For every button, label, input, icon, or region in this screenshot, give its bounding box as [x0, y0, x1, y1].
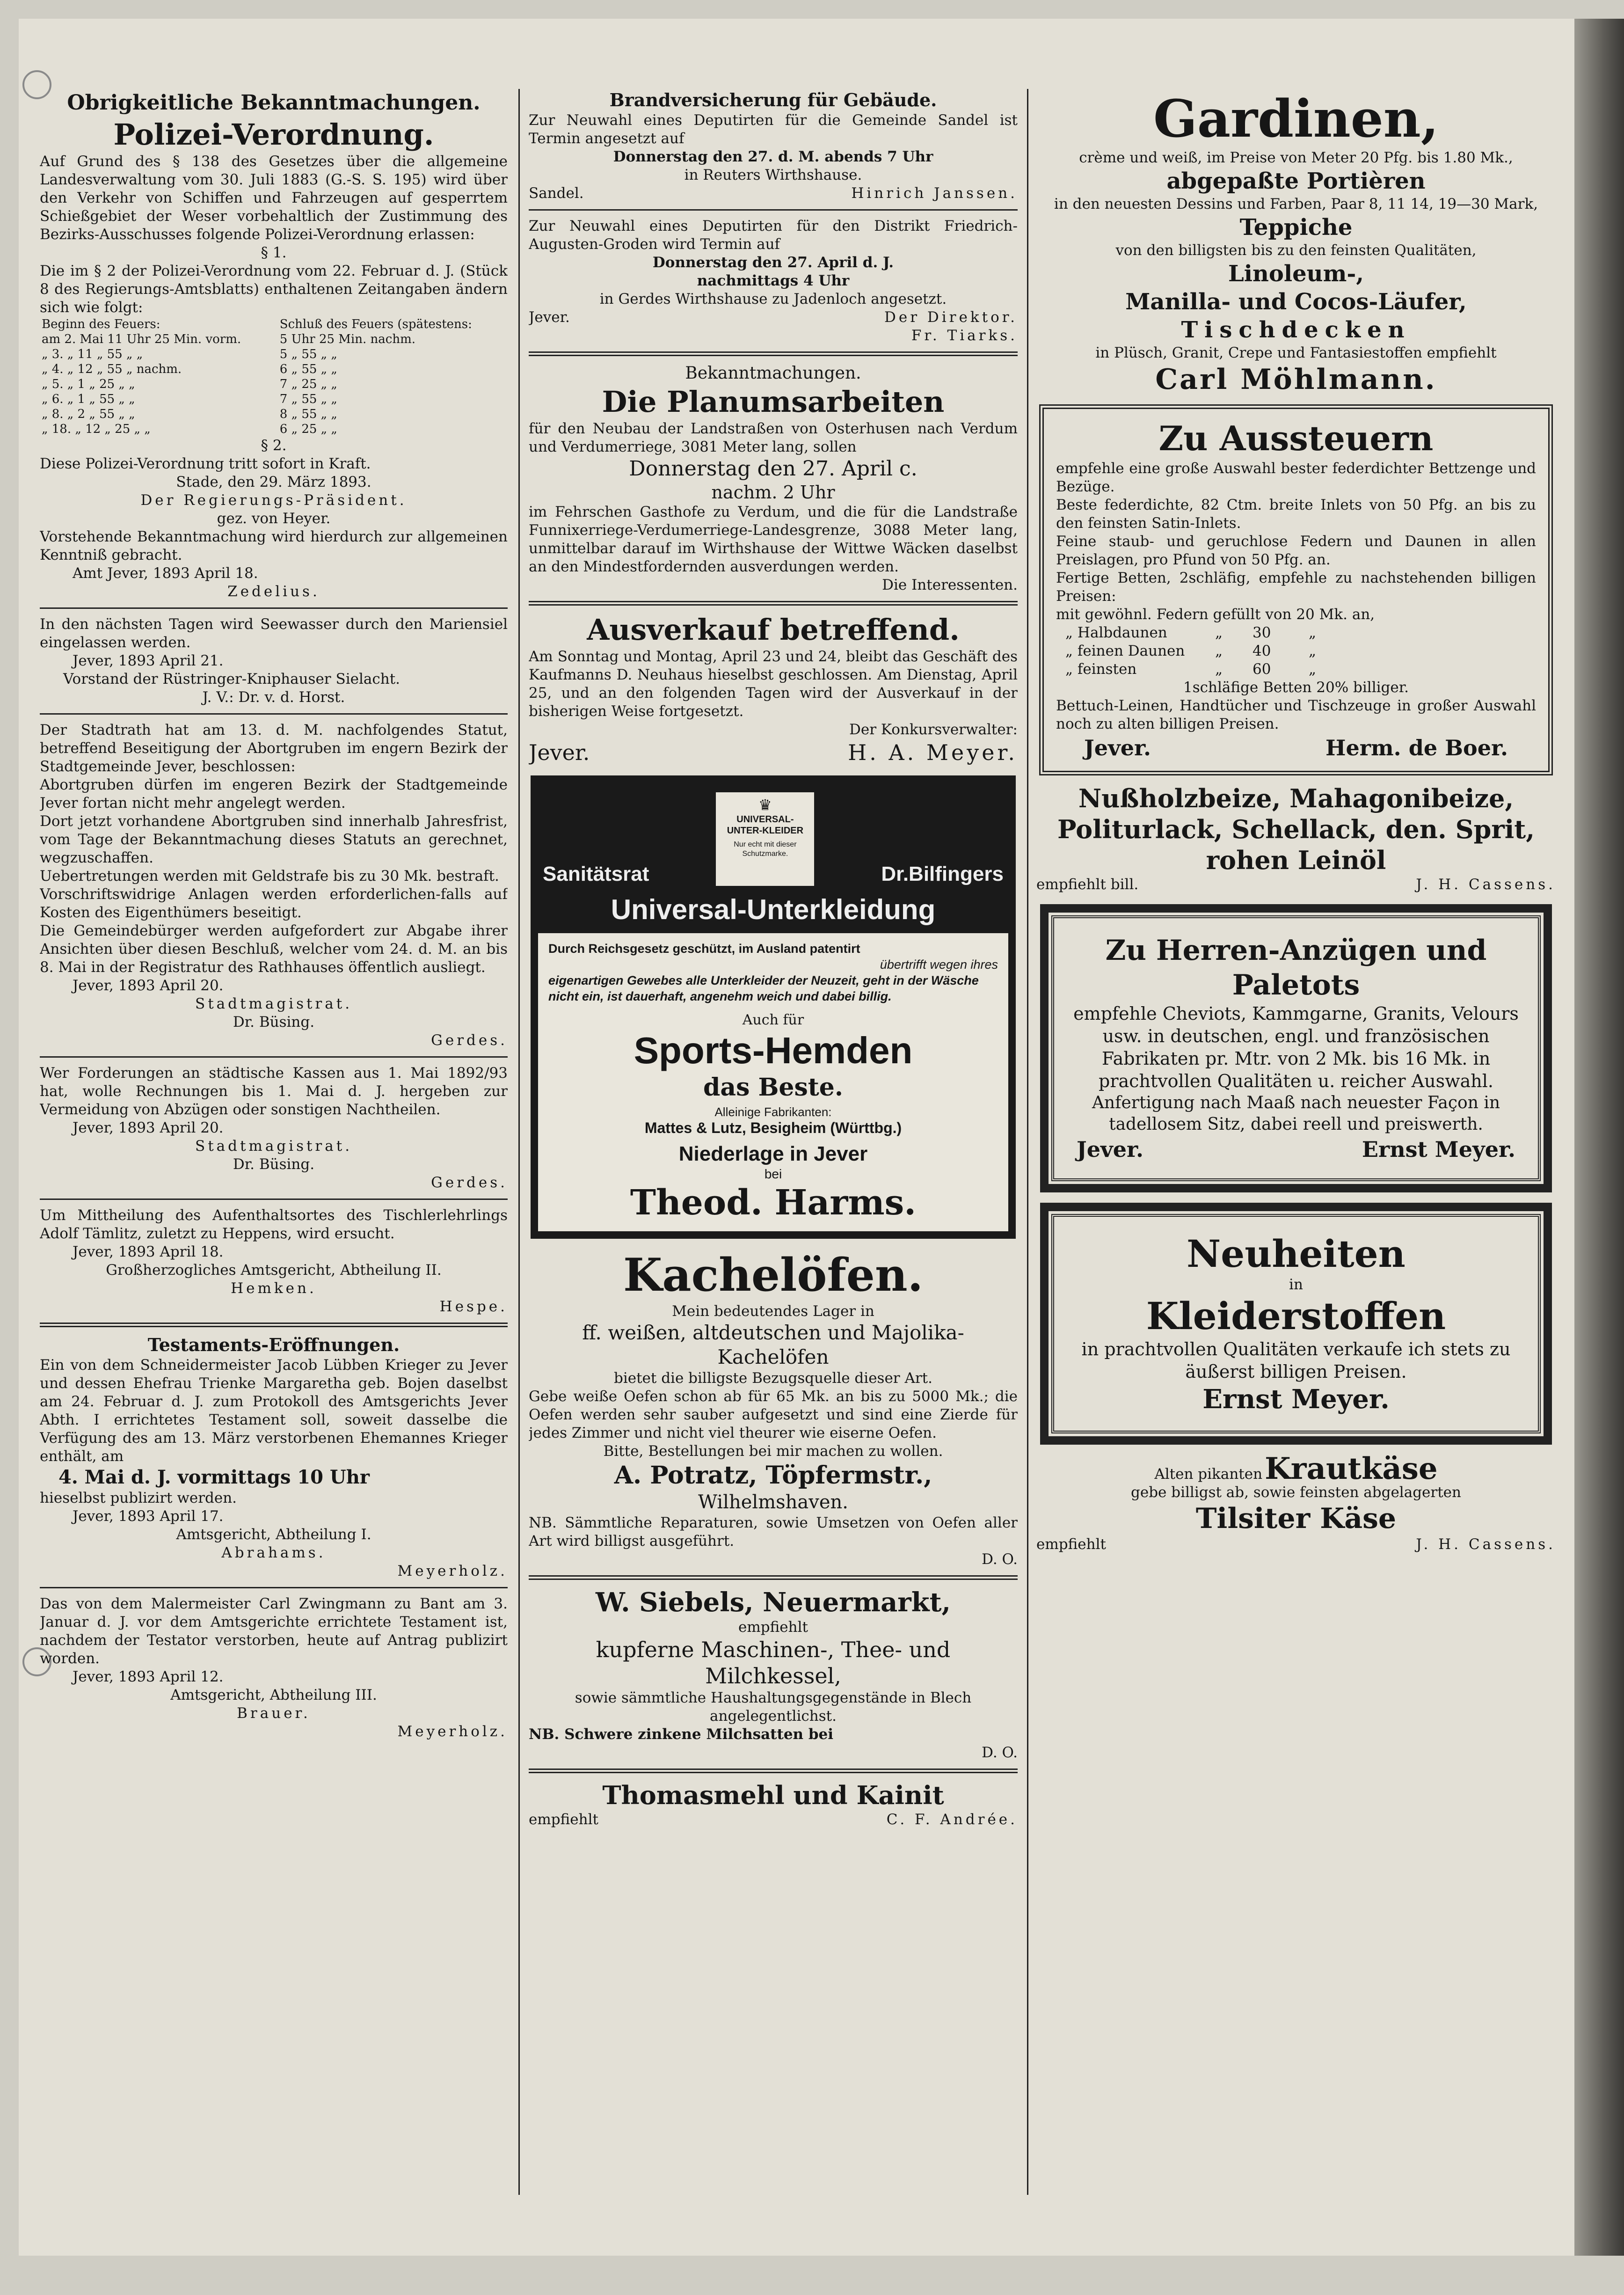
table-cell: „ 3. „ 11 „ 55 „ „ — [42, 347, 143, 361]
ad-line: in — [1289, 1276, 1303, 1293]
newspaper-page — [19, 19, 1574, 2256]
separator — [40, 607, 508, 609]
trademark-text: UNIVERSAL-UNTER-KLEIDER — [727, 814, 804, 836]
notice-signature: Meyerholz. — [397, 1723, 508, 1740]
signature-row — [1036, 1535, 1556, 1554]
ad-line: empfiehlt — [738, 1619, 808, 1636]
price-cell: „ feinsten — [1065, 661, 1137, 678]
ad-line: empfehle Cheviots, Kammgarne, Granits, Velours usw. in deutschen, engl. und französischen Fabrikaten pr. Mtr. von 2 Mk. bis 16 Mk. in prachtvollen Qualitäten u. reicher Auswahl. — [1073, 1003, 1519, 1091]
notice-place: Jever. — [1077, 1137, 1144, 1162]
price-cell: „ — [1215, 661, 1223, 678]
ad-headline: Neuheiten — [1187, 1232, 1406, 1276]
notice-signature: C. F. Andrée. — [886, 1811, 1018, 1828]
notice-date-highlight: Donnerstag den 27. April c. — [629, 457, 918, 481]
signature-row — [529, 739, 1018, 766]
ad-name: Carl Möhlmann. — [1155, 363, 1437, 396]
ad-line: gebe billigst ab, sowie feinsten abgelagerten — [1131, 1484, 1461, 1501]
table-row — [40, 377, 508, 392]
polizei-p2-text: Diese Polizei-Verordnung tritt sofort in Kraft. — [40, 455, 371, 472]
price-cell: „ Halbdaunen — [1065, 624, 1167, 641]
notice-text: Zur Neuwahl eines Deputirten für den Distrikt Friedrich-Augusten-Groden wird Termin auf — [529, 218, 1018, 253]
notice-date: Jever, 1893 April 18. — [73, 1243, 224, 1260]
notice-text: Zur Neuwahl eines Deputirten für die Gemeinde Sandel ist Termin angesetzt auf — [529, 112, 1018, 147]
notice-date-highlight: Donnerstag den 27. April d. J. — [652, 254, 894, 271]
ad-line: Bitte, Bestellungen bei mir machen zu wollen. — [603, 1443, 943, 1460]
ad-line: empfehle eine große Auswahl bester federdichter Bettzenge und Bezüge. — [1056, 460, 1536, 495]
table-cell: 6 „ 25 „ „ — [279, 422, 337, 436]
notice-signature: Abrahams. — [221, 1544, 326, 1561]
notice-signature: J. H. Cassens. — [1416, 876, 1556, 893]
section-header: Bekanntmachungen. — [685, 364, 861, 383]
ad-line: bei — [764, 1167, 782, 1181]
ad-line: empfiehlt bill. — [1036, 876, 1139, 893]
notice-date-highlight: nachm. 2 Uhr — [711, 482, 835, 503]
notice-signature: Zedelius. — [227, 583, 320, 600]
notice-date-highlight: 4. Mai d. J. vormittags 10 Uhr — [58, 1466, 370, 1488]
table-cell: 5 Uhr 25 Min. nachm. — [279, 332, 415, 346]
brand-title: Brandversicherung für Gebäude. — [609, 89, 937, 110]
ad-line: sowie sämmtliche Haushaltungsgegenstände in Blech angelegentlichst. — [575, 1689, 972, 1725]
table-row — [40, 407, 508, 422]
notice-signature: Gerdes. — [431, 1032, 508, 1049]
price-cell: 30 — [1253, 624, 1271, 641]
notice-signature: Hemken. — [231, 1280, 317, 1297]
notice-text: Vorstehende Bekanntmachung wird hierdurch zur allgemeinen Kenntniß gebracht. — [40, 528, 508, 563]
price-list — [1056, 624, 1536, 679]
table-cell: „ 18. „ 12 „ 25 „ „ — [42, 422, 151, 436]
price-cell: 40 — [1253, 643, 1271, 659]
table-row — [40, 392, 508, 407]
notice-place: Sandel. — [529, 185, 584, 202]
separator — [40, 713, 508, 715]
column-advertisements — [1036, 89, 1556, 2195]
ad-line: empfiehlt — [1036, 1536, 1106, 1553]
notice-text: In den nächsten Tagen wird Seewasser durch den Mariensiel eingelassen werden. — [40, 616, 508, 651]
ad-headline: Krautkäse — [1265, 1451, 1438, 1486]
notice-signature: Dr. Büsing. — [233, 1014, 315, 1031]
ad-line: 1schläfige Betten 20% billiger. — [1183, 679, 1409, 696]
notice-signature: Die Interessenten. — [882, 577, 1018, 593]
separator — [529, 601, 1018, 606]
aussteuer-box — [1039, 404, 1553, 775]
notice-text: Das von dem Malermeister Carl Zwingmann zu Bant am 3. Januar d. J. vor dem Amtsgerichte errichtete Testament ist, nachdem der Testator verstorben, heute auf Antrag publizirt worden. — [40, 1595, 508, 1667]
ad-line: Feine staub- und geruchlose Federn und Daunen in allen Preislagen, pro Pfund von 50 Pfg. an. — [1056, 533, 1536, 568]
table-cell: „ 8. „ 2 „ 55 „ „ — [42, 407, 135, 421]
table-row — [40, 347, 508, 362]
table-cell: 5 „ 55 „ „ — [279, 347, 337, 361]
ad-name: A. Potratz, Töpfermstr., — [614, 1461, 932, 1490]
notice-signature: Ernst Meyer. — [1202, 1384, 1390, 1415]
ad-line: NB. Sämmtliche Reparaturen, sowie Umsetzen von Oefen aller Art wird billigst ausgeführt. — [529, 1514, 1018, 1549]
notice-date: Amt Jever, 1893 April 18. — [73, 565, 258, 582]
notice-date: Jever, 1893 April 17. — [73, 1508, 224, 1525]
notice-date: Jever, 1893 April 20. — [73, 977, 224, 994]
column-rule — [518, 89, 520, 2195]
table-cell: „ 4. „ 12 „ 55 „ nachm. — [42, 362, 182, 376]
polizei-title: Polizei-Verordnung. — [113, 117, 434, 152]
table-header: Schluß des Feuers (spätestens: — [279, 317, 472, 331]
thomas-title: Thomasmehl und Kainit — [602, 1780, 944, 1810]
notice-signature: Gerdes. — [431, 1174, 508, 1191]
ad-headline: Manilla- und Cocos-Läufer, — [1125, 289, 1467, 315]
notice-date: Jever, 1893 April 21. — [73, 652, 224, 669]
ad-line: in prachtvollen Qualitäten verkaufe ich stets zu äußerst billigen Preisen. — [1081, 1339, 1511, 1382]
price-cell: „ feinen Daunen — [1065, 643, 1185, 659]
ad-headline: Tischdecken — [1181, 317, 1411, 343]
separator — [40, 1587, 508, 1588]
firing-times-table — [40, 317, 508, 437]
siebels-title: W. Siebels, Neuermarkt, — [596, 1587, 951, 1618]
herren-box — [1040, 904, 1552, 1192]
notice-signature: D. O. — [982, 1551, 1018, 1568]
separator — [529, 351, 1018, 356]
ad-line: Alten pikanten — [1154, 1466, 1263, 1483]
notice-date: Jever, 1893 April 12. — [73, 1668, 224, 1685]
ad-line: übertrifft wegen ihres — [880, 957, 998, 972]
ad-line: Niederlage in Jever — [678, 1142, 868, 1165]
notice-text: im Fehrschen Gasthofe zu Verdum, und die für die Landstraße Funnixerriege-Verdumerriege-Landesgrenze, 3088 Meter lang, unmittelbar darauf im Wirthshause der Wittwe Wäcken daselbst an den Mindestfordernden ausverdungen werden. — [529, 504, 1018, 575]
price-cell: 60 — [1253, 661, 1271, 678]
notice-signature: Hespe. — [439, 1298, 508, 1315]
price-cell: „ — [1215, 624, 1223, 641]
polizei-intro: Auf Grund des § 138 des Gesetzes über die allgemeine Landesverwaltung vom 30. Juli 1883 (G.-S. S. 195) wird über den Verkehr von Schiffen und Fahrzeugen auf gesperrtem Schießgebiet der Weser vorbehaltlich der Zustimmung des Bezirks-Ausschusses folgende Polizei-Verordnung erlassen: — [40, 153, 508, 243]
notice-text: Am Sonntag und Montag, April 23 und 24, bleibt das Geschäft des Kaufmanns D. Neuhaus hieselbst geschlossen. Am Dienstag, April 25, und an den folgenden Tagen wird der Ausverkauf in der bisherigen Weise fortgesetzt. — [529, 648, 1018, 720]
ad-headline: das Beste. — [703, 1073, 843, 1102]
section-header: Obrigkeitliche Bekanntmachungen. — [67, 91, 481, 115]
table-row — [40, 332, 508, 347]
separator — [40, 1056, 508, 1058]
notice-place: Jever. — [529, 740, 590, 765]
ad-line: Durch Reichsgesetz geschützt, im Ausland patentirt — [548, 942, 860, 956]
notice-signature: J. H. Cassens. — [1416, 1536, 1556, 1553]
notice-signature: Hinrich Janssen. — [851, 185, 1018, 202]
ad-headline: Zu Aussteuern — [1158, 418, 1434, 458]
notice-signature: Der Regierungs-Präsident. — [140, 492, 407, 509]
column-notices-ads — [529, 89, 1018, 2195]
notice-date-highlight: Donnerstag den 27. d. M. abends 7 Uhr — [613, 148, 933, 165]
page-binding-edge — [1574, 19, 1624, 2256]
ad-line: Mattes & Lutz, Besigheim (Württbg.) — [644, 1119, 902, 1136]
separator — [40, 1323, 508, 1327]
notice-text: hieselbst publizirt werden. — [40, 1490, 237, 1506]
kraut-heading — [1036, 1451, 1556, 1486]
notice-text: Wer Forderungen an städtische Kassen aus 1. Mai 1892/93 hat, wolle Rechnungen bis 1. Mai d. J. hergeben zur Vermeidung von Abzügen oder sonstigen Nachtheilen. — [40, 1065, 508, 1118]
ad-line: Anfertigung nach Maaß nach neuester Façon in tadellosem Sitz, dabei reell und preiswerth. — [1092, 1093, 1500, 1134]
notice-signature: Brauer. — [237, 1705, 311, 1722]
ad-headline: Sports-Hemden — [634, 1030, 913, 1071]
notice-signature: Meyerholz. — [397, 1563, 508, 1579]
notice-signature: Der Direktor. — [884, 309, 1018, 326]
signature-row — [1056, 733, 1536, 762]
notice-text: Um Mittheilung des Aufenthaltsortes des Tischlerlehrlings Adolf Tämlitz, zuletzt zu Heppens, wird ersucht. — [40, 1207, 508, 1242]
ad-line: mit gewöhnl. Federn gefüllt von 20 Mk. an, — [1056, 606, 1375, 623]
notice-signature: Amtsgericht, Abtheilung I. — [176, 1526, 371, 1543]
table-row — [40, 362, 508, 377]
table-cell: 7 „ 25 „ „ — [279, 377, 337, 391]
paragraph-heading: § 1. — [261, 244, 287, 261]
ausverkauf-title: Ausverkauf betreffend. — [587, 613, 960, 647]
signature-row — [1067, 1135, 1525, 1163]
ad-line: eigenartigen Gewebes alle Unterkleider der Neuzeit, geht in der Wäsche nicht ein, ist dauerhaft, angenehm weich und dabei billig. — [548, 973, 979, 1003]
gardinen-title: Gardinen, — [1153, 89, 1439, 149]
notice-signature: gez. von Heyer. — [217, 510, 331, 527]
separator — [529, 1575, 1018, 1580]
ad-line: in den neuesten Dessins und Farben, Paar 8, 11 14, 19—30 Mark, — [1054, 196, 1538, 212]
ad-headline: Tilsiter Käse — [1195, 1502, 1397, 1535]
ad-line: bietet die billigste Bezugsquelle dieser Art. — [613, 1370, 932, 1387]
ad-line: Gebe weiße Oefen schon ab für 65 Mk. an bis zu 5000 Mk.; die Oefen werden sehr sauber aufgesetzt und sind eine Zierde für jedes Zimmer und nicht viel theurer wie eiserne Oefen. — [529, 1388, 1018, 1441]
neuheiten-box — [1040, 1203, 1552, 1445]
column-official-notices — [40, 89, 508, 2195]
ad-headline: abgepaßte Portièren — [1166, 168, 1426, 194]
testament-title: Testaments-Eröffnungen. — [147, 1334, 400, 1355]
ad-line: Alleinige Fabrikanten: — [714, 1105, 832, 1119]
ad-line: Bettuch-Leinen, Handtücher und Tischzeuge in großer Auswahl noch zu alten billigen Preisen. — [1056, 697, 1536, 732]
signature-row — [1036, 876, 1556, 894]
ad-line: in Plüsch, Granit, Crepe und Fantasiestoffen empfiehlt — [1095, 344, 1497, 361]
ad-body — [538, 933, 1008, 1231]
ad-headline: Theod. Harms. — [630, 1183, 917, 1223]
notice-text: in Gerdes Wirthshause zu Jadenloch angesetzt. — [599, 291, 947, 307]
ad-headline: Zu Herren-Anzügen und Paletots — [1105, 934, 1487, 1001]
ad-line: ff. weißen, altdeutschen und Majolika-Kachelöfen — [582, 1321, 964, 1368]
separator — [529, 1769, 1018, 1773]
ad-line: Fertige Betten, 2schläfig, empfehle zu nachstehenden billigen Preisen: — [1056, 570, 1536, 605]
ad-line: crème und weiß, im Preise von Meter 20 Pfg. bis 1.80 Mk., — [1079, 149, 1513, 166]
table-cell: am 2. Mai 11 Uhr 25 Min. vorm. — [42, 332, 241, 346]
notice-signature: Fr. Tiarks. — [911, 327, 1018, 344]
ad-line: kupferne Maschinen-, Thee- und Milchkessel, — [596, 1637, 951, 1688]
notice-text: Die Gemeindebürger werden aufgefordert zur Abgabe ihrer Ansichten über diesen Beschluß, welcher vom 24. d. M. an bis 8. Mai in der Registratur des Rathhauses öffentlich ausliegt. — [40, 922, 508, 976]
ad-right-title: Dr.Bilfingers — [881, 862, 1004, 885]
ad-line: Beste federdichte, 82 Ctm. breite Inlets von 50 Pfg. an bis zu den feinsten Satin-Inlets. — [1056, 497, 1536, 532]
ad-headline: Kleiderstoffen — [1146, 1294, 1446, 1338]
notice-signature: Stadtmagistrat. — [195, 1138, 353, 1155]
table-cell: 8 „ 55 „ „ — [279, 407, 337, 421]
separator — [529, 209, 1018, 211]
planum-title: Die Planumsarbeiten — [602, 385, 945, 419]
notice-signature: Amtsgericht, Abtheilung III. — [170, 1687, 377, 1703]
ad-line: Mein bedeutendes Lager in — [672, 1303, 874, 1320]
notice-text: in Reuters Wirthshause. — [684, 167, 862, 183]
notice-signature: H. A. Meyer. — [848, 740, 1018, 765]
paragraph-heading: § 2. — [261, 437, 287, 454]
table-cell: „ 5. „ 1 „ 25 „ „ — [42, 377, 135, 391]
ad-line: NB. Schwere zinkene Milchsatten bei — [529, 1726, 834, 1743]
price-cell: „ — [1309, 661, 1317, 678]
notice-text: Uebertretungen werden mit Geldstrafe bis zu 30 Mk. bestraft. — [40, 868, 499, 884]
ad-headline: Linoleum-, — [1228, 261, 1364, 287]
ad-line: Wilhelmshaven. — [698, 1491, 849, 1513]
trademark-label — [716, 792, 814, 886]
notice-date: Stade, den 29. März 1893. — [176, 474, 371, 490]
table-row — [40, 422, 508, 437]
notice-signature: Herm. de Boer. — [1325, 735, 1508, 760]
table-cell: 6 „ 55 „ „ — [279, 362, 337, 376]
ad-left-title: Sanitätsrat — [543, 862, 649, 885]
signature-row — [529, 308, 1018, 327]
ad-line: Auch für — [742, 1012, 804, 1028]
notice-text: Vorschriftswidrige Anlagen werden erforderlichen-falls auf Kosten des Eigenthümers beseitigt. — [40, 886, 508, 921]
notice-signature: Großherzogliches Amtsgericht, Abtheilung II. — [106, 1262, 442, 1279]
trademark-note: Nur echt mit dieser Schutzmarke. — [734, 841, 797, 858]
price-cell: „ — [1309, 643, 1317, 659]
notice-text: Abortgruben dürfen im engeren Bezirk der Stadtgemeinde Jever fortan nicht mehr angelegt werden. — [40, 776, 508, 811]
notice-signature: Der Konkursverwalter: — [849, 721, 1018, 738]
signature-row — [529, 1811, 1018, 1829]
notice-place: Jever. — [1084, 735, 1151, 760]
notice-signature: Vorstand der Rüstringer-Kniphauser Sielacht. — [63, 671, 401, 687]
signature-row — [529, 184, 1018, 203]
notice-signature: D. O. — [982, 1744, 1018, 1761]
notice-place: Jever. — [529, 309, 570, 326]
notice-signature: Dr. Büsing. — [233, 1156, 315, 1173]
notice-signature: Ernst Meyer. — [1362, 1137, 1515, 1162]
notice-date: Jever, 1893 April 20. — [73, 1119, 224, 1136]
price-cell: „ — [1215, 643, 1223, 659]
table-cell: 7 „ 55 „ „ — [279, 392, 337, 406]
ad-band-title: Universal-Unterkleidung — [611, 894, 936, 925]
kachel-title: Kachelöfen. — [623, 1249, 924, 1301]
beize-title: Nußholzbeize, Mahagonibeize, Politurlack, Schellack, den. Sprit, rohen Leinöl — [1057, 783, 1535, 875]
notice-text: Ein von dem Schneidermeister Jacob Lübben Krieger zu Jever und dessen Ehefrau Trienke Margaretha geb. Bojen daselbst am 24. Februar d. J. zum Protokoll des Amtsgerichts Jever Abth. I errichtetes Testament soll, soweit dasselbe die Verfügung des am 13. März verstorbenen Ehemannes Krieger enthält, am — [40, 1357, 508, 1465]
notice-text: Der Stadtrath hat am 13. d. M. nachfolgendes Statut, betreffend Beseitigung der Abortgruben im engern Bezirk der Stadtgemeinde Jever, beschlossen: — [40, 722, 508, 775]
table-cell: „ 6. „ 1 „ 55 „ „ — [42, 392, 135, 406]
notice-text: Dort jetzt vorhandene Abortgruben sind innerhalb Jahresfrist, vom Tage der Bekanntmachung dieses Statuts an gerechnet, wegzuschaffen. — [40, 813, 508, 866]
table-header: Beginn des Feuers: — [42, 317, 160, 331]
separator — [40, 1199, 508, 1200]
ad-headline: Teppiche — [1239, 214, 1353, 241]
ad-line: empfiehlt — [529, 1811, 598, 1828]
notice-text: für den Neubau der Landstraßen von Osterhusen nach Verdum und Verdumerriege, 3081 Meter lang, sollen — [529, 420, 1018, 455]
notice-signature: Stadtmagistrat. — [195, 995, 353, 1012]
price-cell: „ — [1309, 624, 1317, 641]
notice-signature: J. V.: Dr. v. d. Horst. — [202, 689, 345, 706]
column-rule — [1027, 89, 1028, 2195]
crown-icon: ♛ — [758, 797, 772, 813]
polizei-p1-text: Die im § 2 der Polizei-Verordnung vom 22. Februar d. J. (Stück 8 des Regierungs-Amtsblatts) enthaltenen Zeitangaben ändern sich wie folgt: — [40, 263, 508, 316]
ad-line: von den billigsten bis zu den feinsten Qualitäten, — [1115, 242, 1477, 259]
bilfinger-ad — [531, 775, 1016, 1239]
notice-date-highlight: nachmittags 4 Uhr — [697, 272, 850, 289]
